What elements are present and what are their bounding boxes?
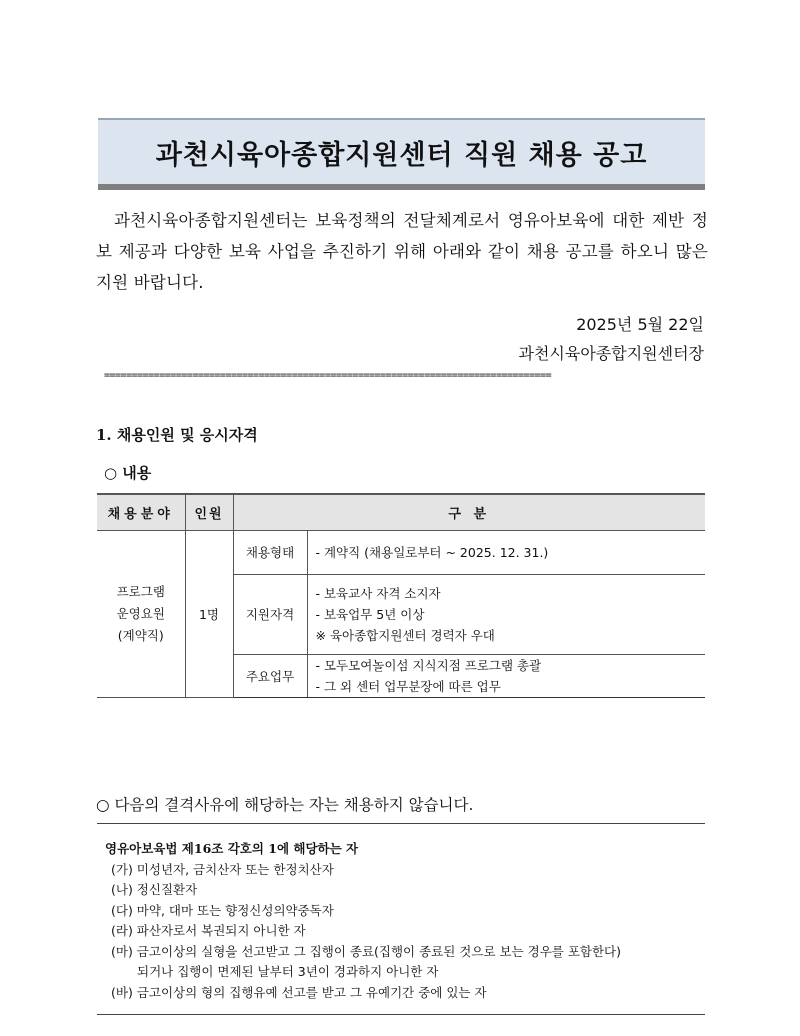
- intro-paragraph: 과천시육아종합지원센터는 보육정책의 전달체계로서 영유아보육에 대한 제반 정보 제공과 다양한 보육 사업을 추진하기 위해 아래와 같이 채용 공고를 하오니 많은 지원 바랍니다.: [96, 211, 708, 292]
- list-item: (가) 미성년자, 금치산자 또는 한정치산자: [111, 861, 334, 877]
- field-line: (계약직): [117, 627, 164, 643]
- count-cell: 1명: [185, 530, 233, 697]
- issuer: 과천시육아종합지원센터장: [518, 344, 704, 363]
- table-row: [97, 530, 705, 574]
- field-cell: [97, 530, 185, 697]
- table-header-row: [97, 494, 705, 530]
- announcement-date: 2025년 5월 22일: [576, 315, 704, 334]
- content-line: - 그 외 센터 업무분장에 따른 업무: [315, 678, 501, 694]
- page-title: 과천시육아종합지원센터 직원 채용 공고: [155, 139, 648, 171]
- content-line: - 보육교사 자격 소지자: [315, 585, 441, 601]
- content-line: ※ 육아종합지원센터 경력자 우대: [315, 627, 495, 643]
- list-item: (바) 금고이상의 형의 집행유예 선고를 받고 그 유예기간 중에 있는 자: [111, 984, 487, 1000]
- row-label: 채용형태: [233, 530, 307, 574]
- list-item: (마) 금고이상의 실형을 선고받고 그 집행이 종료(집행이 종료된 것으로 보는 경우를 포함한다): [111, 943, 621, 959]
- list-item: (나) 정신질환자: [111, 882, 198, 897]
- header-field: 채용분야: [97, 494, 185, 530]
- sub-heading-content: ○ 내용: [104, 464, 152, 482]
- header-category: 구 분: [233, 494, 705, 530]
- section-heading-recruitment: 1. 채용인원 및 응시자격: [96, 426, 258, 444]
- title-banner: [98, 118, 705, 190]
- content-line: - 모두모여놀이섬 지식지점 프로그램 총괄: [315, 657, 542, 673]
- row-content: [307, 654, 705, 697]
- list-item: (다) 마약, 대마 또는 향정신성의약중독자: [111, 902, 334, 918]
- list-item: (라) 파산자로서 복권되지 아니한 자: [111, 923, 306, 938]
- content-line: - 계약직 (채용일로부터 ~ 2025. 12. 31.): [315, 544, 549, 560]
- list-item-continuation: 되거나 집행이 면제된 날부터 3년이 경과하지 아니한 자: [137, 964, 439, 979]
- row-content: [307, 574, 705, 654]
- row-label: 주요업무: [233, 654, 307, 697]
- field-line: 프로그램: [116, 583, 165, 599]
- disqualification-notice: ○ 다음의 결격사유에 해당하는 자는 채용하지 않습니다.: [96, 796, 474, 814]
- law-title: 영유아보육법 제16조 각호의 1에 해당하는 자: [105, 841, 359, 856]
- disqualification-box: [97, 823, 705, 1015]
- separator-line: =================================================================================: [104, 370, 552, 381]
- row-content: [307, 530, 705, 574]
- recruitment-table: [97, 493, 705, 698]
- field-line: 운영요원: [116, 605, 165, 621]
- content-line: - 보육업무 5년 이상: [315, 606, 425, 622]
- row-label: 지원자격: [233, 574, 307, 654]
- header-count: 인원: [185, 494, 233, 530]
